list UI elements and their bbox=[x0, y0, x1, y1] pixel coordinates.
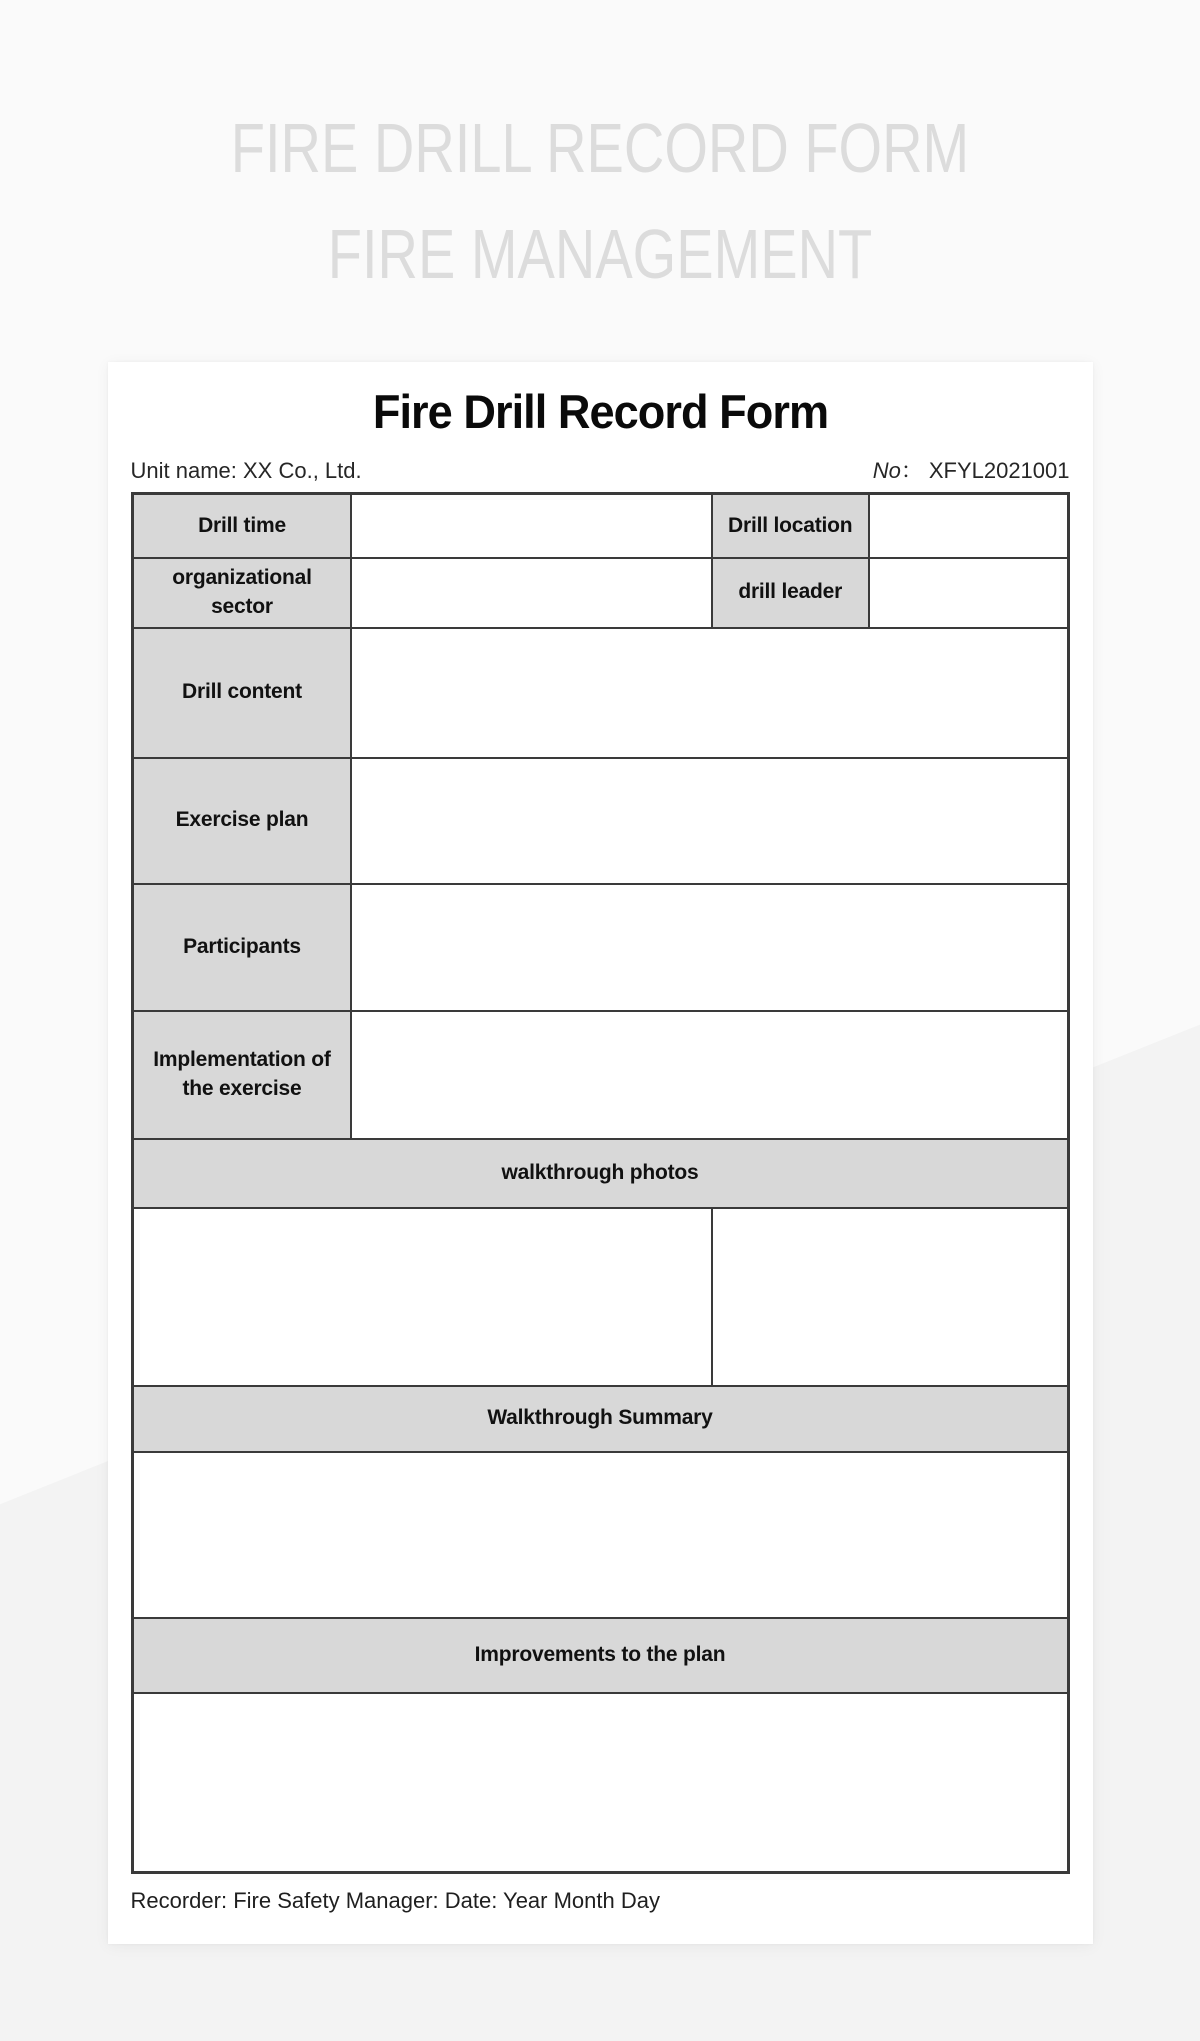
row-organizational-sector bbox=[132, 558, 1068, 628]
doc-number-label: No bbox=[872, 458, 901, 483]
walkthrough-photos-header: walkthrough photos bbox=[132, 1139, 1068, 1208]
implementation-label: Implementation of the exercise bbox=[132, 1011, 351, 1139]
meta-row bbox=[131, 454, 1070, 484]
fire-drill-table bbox=[131, 492, 1070, 1874]
participants-label: Participants bbox=[132, 884, 351, 1011]
participants-field[interactable] bbox=[351, 884, 1068, 1011]
row-walkthrough-photos-header bbox=[132, 1139, 1068, 1208]
row-exercise-plan bbox=[132, 758, 1068, 884]
doc-number-value: XFYL2021001 bbox=[928, 458, 1070, 483]
drill-location-label: Drill location bbox=[712, 494, 869, 558]
watermark-line-2: FIRE MANAGEMENT bbox=[327, 215, 873, 293]
improvements-header: Improvements to the plan bbox=[132, 1618, 1068, 1693]
improvements-field[interactable] bbox=[132, 1693, 1068, 1873]
recorder-footer: Recorder: Fire Safety Manager: Date: Year Month Day bbox=[130, 1888, 660, 1913]
photo-slot-right[interactable] bbox=[712, 1208, 1068, 1386]
doc-number-separator: ： bbox=[900, 458, 923, 483]
row-drill-content bbox=[132, 628, 1068, 758]
drill-content-label: Drill content bbox=[132, 628, 351, 758]
photo-slot-left[interactable] bbox=[132, 1208, 712, 1386]
organizational-sector-label: organizational sector bbox=[132, 558, 351, 628]
doc-number bbox=[873, 454, 1070, 485]
form-card bbox=[108, 362, 1093, 1944]
exercise-plan-label: Exercise plan bbox=[132, 758, 351, 884]
row-walkthrough-summary-header bbox=[132, 1386, 1068, 1452]
unit-name: Unit name: XX Co., Ltd. bbox=[130, 458, 362, 483]
walkthrough-summary-header: Walkthrough Summary bbox=[132, 1386, 1068, 1452]
row-walkthrough-summary bbox=[132, 1452, 1068, 1618]
implementation-field[interactable] bbox=[351, 1011, 1068, 1139]
exercise-plan-field[interactable] bbox=[351, 758, 1068, 884]
drill-leader-field[interactable] bbox=[869, 558, 1068, 628]
drill-leader-label: drill leader bbox=[712, 558, 869, 628]
organizational-sector-field[interactable] bbox=[351, 558, 711, 628]
form-title: Fire Drill Record Form bbox=[372, 385, 828, 438]
drill-time-field[interactable] bbox=[351, 494, 711, 558]
watermark-line-1: FIRE DRILL RECORD FORM bbox=[230, 109, 970, 187]
row-participants bbox=[132, 884, 1068, 1011]
row-implementation bbox=[132, 1011, 1068, 1139]
drill-location-field[interactable] bbox=[869, 494, 1068, 558]
walkthrough-summary-field[interactable] bbox=[132, 1452, 1068, 1618]
drill-time-label: Drill time bbox=[132, 494, 351, 558]
row-drill-time bbox=[132, 494, 1068, 558]
row-improvements-header bbox=[132, 1618, 1068, 1693]
page-watermark bbox=[0, 0, 1200, 293]
row-walkthrough-photos bbox=[132, 1208, 1068, 1386]
drill-content-field[interactable] bbox=[351, 628, 1068, 758]
row-improvements bbox=[132, 1693, 1068, 1873]
